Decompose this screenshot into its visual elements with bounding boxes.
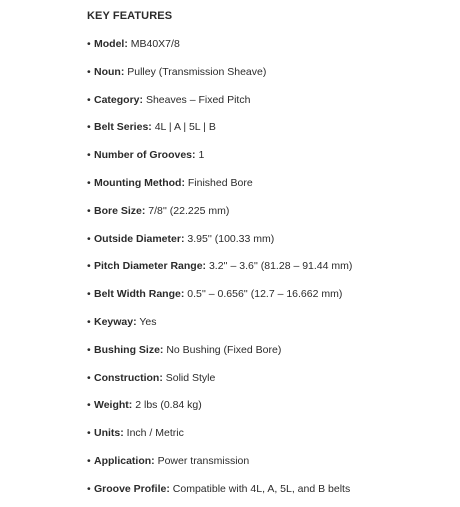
key-features-section xyxy=(87,8,460,497)
feature-item-outside-diameter xyxy=(87,232,460,247)
feature-value: 7/8'' (22.225 mm) xyxy=(148,204,230,217)
bullet-icon: • xyxy=(87,427,91,440)
feature-label: Mounting Method: xyxy=(94,176,185,189)
feature-label: Outside Diameter: xyxy=(94,232,185,245)
feature-item-model xyxy=(87,37,460,52)
feature-value: Inch / Metric xyxy=(126,427,184,440)
feature-list xyxy=(87,37,460,497)
feature-value: 2 lbs (0.84 kg) xyxy=(135,399,202,412)
feature-item-weight xyxy=(87,398,460,413)
bullet-icon: • xyxy=(87,204,91,217)
feature-item-bushing-size xyxy=(87,343,460,358)
feature-label: Units: xyxy=(94,427,124,440)
feature-value: Yes xyxy=(139,315,157,328)
feature-label: Application: xyxy=(94,454,155,467)
feature-item-groove-profile xyxy=(87,482,460,497)
feature-label: Keyway: xyxy=(94,315,137,328)
bullet-icon: • xyxy=(87,93,91,106)
feature-value: Power transmission xyxy=(157,454,250,467)
feature-item-category xyxy=(87,93,460,108)
section-heading: KEY FEATURES xyxy=(87,10,173,22)
feature-item-keyway xyxy=(87,315,460,330)
feature-label: Pitch Diameter Range: xyxy=(94,260,207,273)
bullet-icon: • xyxy=(87,371,91,384)
feature-value: Sheaves – Fixed Pitch xyxy=(145,93,251,106)
bullet-icon: • xyxy=(87,232,91,245)
feature-label: Model: xyxy=(94,38,128,50)
feature-label: Number of Grooves: xyxy=(94,149,196,162)
feature-value: No Bushing (Fixed Bore) xyxy=(166,343,282,356)
feature-label: Noun: xyxy=(94,65,125,78)
bullet-icon: • xyxy=(87,121,91,134)
feature-item-belt-width-range xyxy=(87,287,460,302)
feature-item-pitch-diameter-range xyxy=(87,259,460,274)
feature-label: Belt Series: xyxy=(94,121,152,134)
feature-value: Compatible with 4L, A, 5L, and B belts xyxy=(172,482,351,495)
feature-value: 3.2'' – 3.6'' (81.28 – 91.44 mm) xyxy=(208,260,353,273)
feature-value: 1 xyxy=(198,149,205,162)
bullet-icon: • xyxy=(87,454,91,467)
feature-value: 3.95'' (100.33 mm) xyxy=(187,232,275,245)
feature-value: Finished Bore xyxy=(187,176,253,189)
bullet-icon: • xyxy=(87,288,91,301)
feature-item-construction xyxy=(87,371,460,386)
feature-label: Construction: xyxy=(94,371,163,384)
feature-item-mounting-method xyxy=(87,176,460,191)
feature-item-noun xyxy=(87,65,460,80)
feature-label: Belt Width Range: xyxy=(94,288,185,301)
bullet-icon: • xyxy=(87,343,91,356)
feature-label: Category: xyxy=(94,93,144,106)
bullet-icon: • xyxy=(87,399,91,412)
feature-label: Bore Size: xyxy=(94,204,146,217)
bullet-icon: • xyxy=(87,38,91,50)
bullet-icon: • xyxy=(87,176,91,189)
feature-value: 4L | A | 5L | B xyxy=(154,121,216,134)
feature-label: Weight: xyxy=(94,399,133,412)
feature-value: Solid Style xyxy=(165,371,216,384)
feature-item-number-of-grooves xyxy=(87,148,460,163)
feature-label: Groove Profile: xyxy=(94,482,170,495)
bullet-icon: • xyxy=(87,260,91,273)
feature-item-bore-size xyxy=(87,204,460,219)
feature-item-belt-series xyxy=(87,120,460,135)
feature-value: Pulley (Transmission Sheave) xyxy=(127,65,267,78)
feature-value: MB40X7/8 xyxy=(130,38,180,50)
bullet-icon: • xyxy=(87,315,91,328)
feature-item-application xyxy=(87,454,460,469)
bullet-icon: • xyxy=(87,65,91,78)
feature-label: Bushing Size: xyxy=(94,343,164,356)
feature-value: 0.5'' – 0.656'' (12.7 – 16.662 mm) xyxy=(187,288,343,301)
feature-item-units xyxy=(87,426,460,441)
bullet-icon: • xyxy=(87,482,91,495)
bullet-icon: • xyxy=(87,149,91,162)
